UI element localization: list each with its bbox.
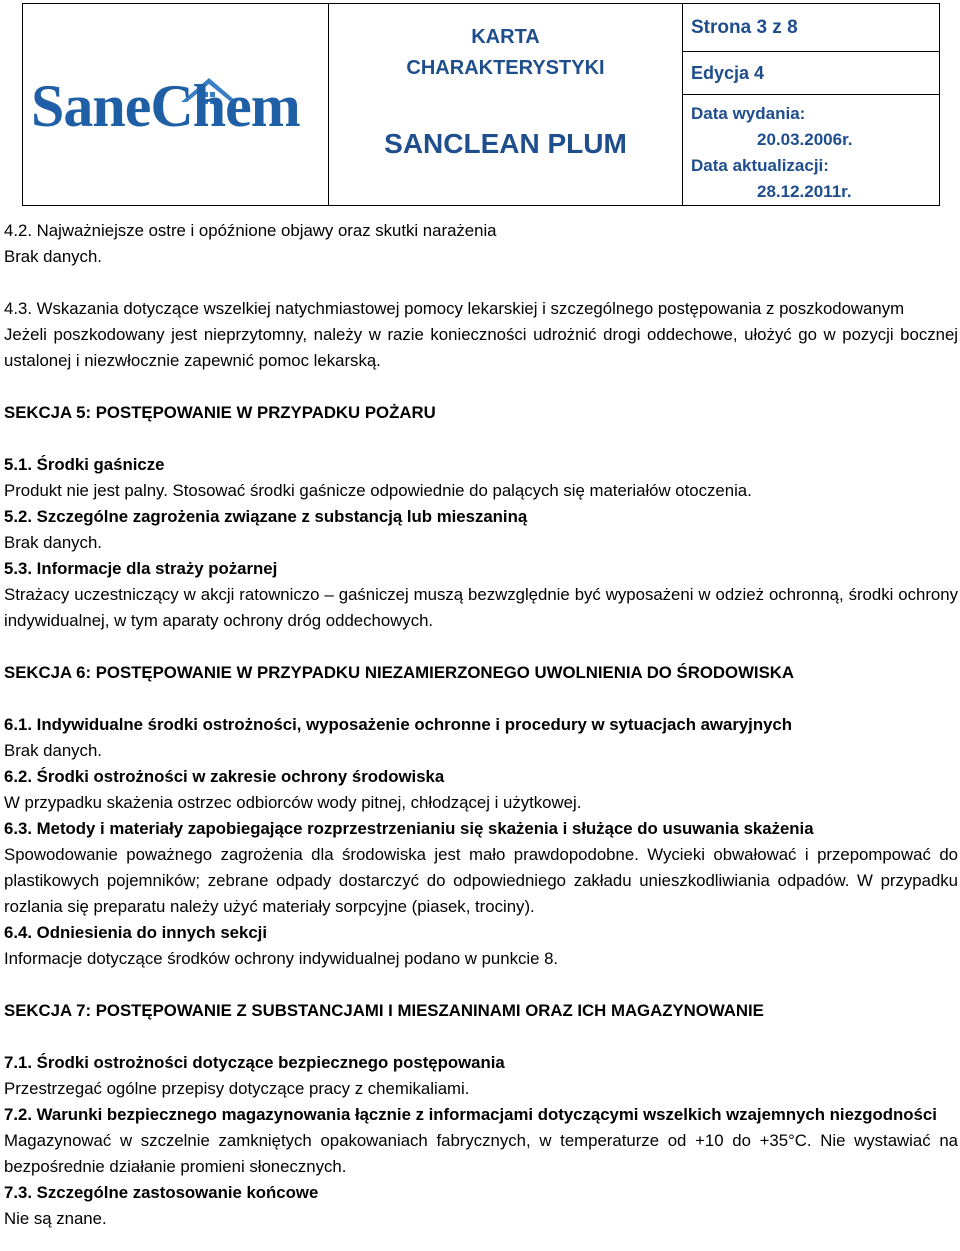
issue-label: Data wydania:: [691, 104, 806, 123]
heading-7-1: 7.1. Środki ostrożności dotyczące bezpiecznego postępowania: [4, 1053, 505, 1072]
document-body: [4, 218, 958, 1232]
update-date: 28.12.2011r.: [757, 182, 852, 201]
text-6-4: Informacje dotyczące środków ochrony indywidualnej podano w punkcie 8.: [4, 949, 559, 968]
issue-date: 20.03.2006r.: [757, 130, 853, 149]
edition: Edycja 4: [683, 52, 939, 95]
header-table: [22, 3, 940, 206]
heading-6-1: 6.1. Indywidualne środki ostrożności, wyposażenie ochronne i procedury w sytuacjach awaryjnych: [4, 715, 793, 734]
heading-5-1: 5.1. Środki gaśnicze: [4, 455, 165, 474]
text-7-3: Nie są znane.: [4, 1209, 107, 1228]
doc-type-line1: KARTA: [471, 26, 540, 48]
text-5-1: Produkt nie jest palny. Stosować środki gaśnicze odpowiednie do palących się materiałów otoczenia.: [4, 481, 752, 500]
section-6-title: SEKCJA 6: POSTĘPOWANIE W PRZYPADKU NIEZAMIERZONEGO UWOLNIENIA DO ŚRODOWISKA: [4, 663, 794, 682]
heading-6-2: 6.2. Środki ostrożności w zakresie ochrony środowiska: [4, 767, 445, 786]
section-7-title: SEKCJA 7: POSTĘPOWANIE Z SUBSTANCJAMI I MIESZANINAMI ORAZ ICH MAGAZYNOWANIE: [4, 1001, 764, 1020]
text-5-3: Strażacy uczestniczący w akcji ratowniczo – gaśniczej muszą bezwzględnie być wyposażeni w odzież ochronną, środki ochrony indywidualnej, w tym aparaty ochrony dróg oddechowych.: [4, 585, 958, 630]
heading-6-4: 6.4. Odniesienia do innych sekcji: [4, 923, 268, 942]
heading-4-2: 4.2. Najważniejsze ostre i opóźnione objawy oraz skutki narażenia: [4, 221, 497, 240]
section-5-title: SEKCJA 5: POSTĘPOWANIE W PRZYPADKU POŻARU: [4, 403, 436, 422]
heading-4-3: 4.3. Wskazania dotyczące wszelkiej natychmiastowej pomocy lekarskiej i szczególnego postępowania z poszkodowanym: [4, 299, 905, 318]
text-6-2: W przypadku skażenia ostrzec odbiorców wody pitnej, chłodzącej i użytkowej.: [4, 793, 582, 812]
heading-5-2: 5.2. Szczególne zagrożenia związane z substancją lub mieszaniną: [4, 507, 528, 526]
meta-cell: [683, 4, 940, 206]
text-4-2: Brak danych.: [4, 247, 102, 266]
text-7-2: Magazynować w szczelnie zamkniętych opakowaniach fabrycznych, w temperaturze od +10 do +35°C. Nie wystawiać na bezpośrednie działanie promieni słonecznych.: [4, 1131, 958, 1176]
heading-5-3: 5.3. Informacje dla straży pożarnej: [4, 559, 278, 578]
heading-6-3: 6.3. Metody i materiały zapobiegające rozprzestrzenianiu się skażenia i służące do usuwania skażenia: [4, 819, 814, 838]
text-5-2: Brak danych.: [4, 533, 102, 552]
text-4-3: Jeżeli poszkodowany jest nieprzytomny, należy w razie konieczności udrożnić drogi oddechowe, ułożyć go w pozycji bocznej ustalonej i niezwłocznie zapewnić pomoc lekarską.: [4, 325, 958, 370]
doc-type-line2: CHARAKTERYSTYKI: [406, 57, 605, 79]
page-number: Strona 3 z 8: [683, 4, 939, 52]
text-7-1: Przestrzegać ogólne przepisy dotyczące pracy z chemikaliami.: [4, 1079, 470, 1098]
company-logo: [31, 64, 323, 144]
text-6-3: Spowodowanie poważnego zagrożenia dla środowiska jest mało prawdopodobne. Wycieki obwałować i przepompować do plastikowych pojemników; zebrane odpady dostarczyć do odpowiedniego zakładu unieszkodliwiania odpadów. W przypadku rozlania się preparatu należy użyć materiały sorpcyjne (piasek, trociny).: [4, 845, 958, 916]
title-cell: [329, 4, 683, 206]
product-name: SANCLEAN PLUM: [384, 128, 627, 159]
text-6-1: Brak danych.: [4, 741, 102, 760]
heading-7-3: 7.3. Szczególne zastosowanie końcowe: [4, 1183, 319, 1202]
logo-text: SaneChem: [31, 73, 300, 139]
logo-cell: [23, 4, 329, 206]
update-label: Data aktualizacji:: [691, 156, 829, 175]
heading-7-2: 7.2. Warunki bezpiecznego magazynowania łącznie z informacjami dotyczącymi wszelkich wzajemnych niezgodności: [4, 1105, 937, 1124]
